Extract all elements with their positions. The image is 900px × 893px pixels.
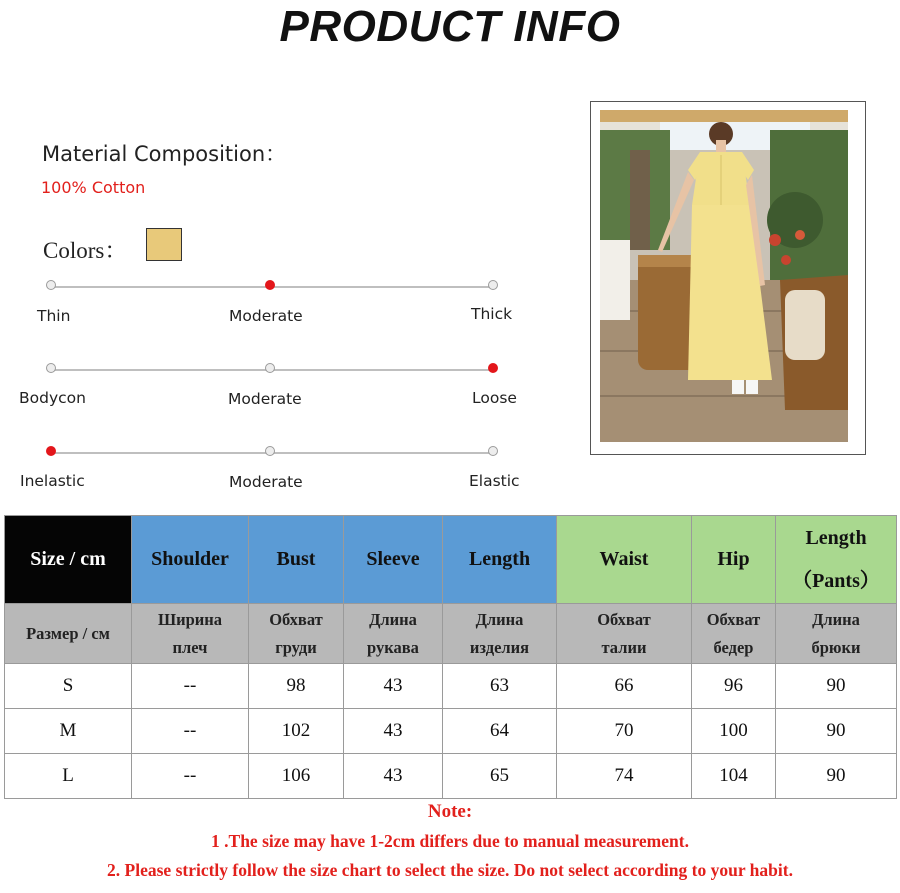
cell-bust: 98: [249, 664, 344, 709]
scale-dot-bodycon[interactable]: [46, 363, 56, 373]
ru-header-waist: [557, 604, 692, 664]
cell-pants-length: 90: [776, 664, 897, 709]
scale-label-inelastic: Inelastic: [20, 472, 85, 490]
colors-label: Colors：: [43, 238, 128, 263]
page-title: PRODUCT INFO: [279, 2, 621, 51]
table-row-l: [5, 754, 897, 799]
scale-label-bodycon: Bodycon: [19, 389, 86, 407]
header-waist: Waist: [557, 516, 692, 604]
cell-length: 65: [443, 754, 557, 799]
table-row-s: [5, 664, 897, 709]
scale-label-moderate: Moderate: [229, 473, 303, 491]
header-shoulder: Shoulder: [132, 516, 249, 604]
ru-header-pants-length: [776, 604, 897, 664]
cell-bust: 106: [249, 754, 344, 799]
ru-header-sleeve: [344, 604, 443, 664]
cell-size: L: [5, 754, 132, 799]
product-photo[interactable]: [600, 110, 848, 442]
product-photo-illustration: [600, 110, 848, 442]
cell-bust: 102: [249, 709, 344, 754]
ru-header-line2: рукава: [367, 637, 419, 657]
size-chart-table: [4, 515, 897, 799]
cell-length: 64: [443, 709, 557, 754]
color-swatch[interactable]: [146, 228, 182, 261]
cell-sleeve: 43: [344, 754, 443, 799]
ru-header-bust: [249, 604, 344, 664]
scale-dot-thick[interactable]: [488, 280, 498, 290]
cell-hip: 104: [692, 754, 776, 799]
note-line-2: 2. Please strictly follow the size chart to select the size. Do not select according to your habit.: [107, 860, 793, 880]
fit-scale: [0, 369, 540, 429]
cell-waist: 66: [557, 664, 692, 709]
header-hip: Hip: [692, 516, 776, 604]
cell-pants-length: 90: [776, 709, 897, 754]
ru-header-line1: Длина: [369, 609, 417, 629]
ru-header-line2: изделия: [469, 637, 530, 657]
scale-dot-loose[interactable]: [488, 363, 498, 373]
header-sleeve: Sleeve: [344, 516, 443, 604]
cell-hip: 100: [692, 709, 776, 754]
cell-hip: 96: [692, 664, 776, 709]
cell-shoulder: --: [132, 709, 249, 754]
ru-header-shoulder: [132, 604, 249, 664]
header-length: Length: [443, 516, 557, 604]
ru-header-line2: груди: [275, 637, 317, 657]
scale-label-moderate: Moderate: [228, 390, 302, 408]
ru-header-line1: Обхват: [269, 609, 323, 629]
note-title: Note:: [427, 801, 473, 822]
ru-header-size: [5, 604, 132, 664]
scale-dot-thin[interactable]: [46, 280, 56, 290]
scale-dot-moderate[interactable]: [265, 363, 275, 373]
ru-header-size-text: Размер / см: [26, 623, 110, 643]
cell-shoulder: --: [132, 664, 249, 709]
ru-header-length: [443, 604, 557, 664]
scale-dot-moderate[interactable]: [265, 446, 275, 456]
ru-header-line1: Ширина: [157, 609, 223, 629]
note-line-1: 1 .The size may have 1-2cm differs due to manual measurement.: [211, 831, 689, 851]
table-row-m: [5, 709, 897, 754]
cell-size: M: [5, 709, 132, 754]
header-size-cm: Size / cm: [5, 516, 132, 604]
thickness-scale: [0, 286, 540, 346]
cell-length: 63: [443, 664, 557, 709]
cell-shoulder: --: [132, 754, 249, 799]
scale-label-elastic: Elastic: [469, 472, 520, 490]
scale-label-thick: Thick: [471, 305, 513, 323]
ru-header-line1: Длина: [812, 609, 860, 629]
scale-label-loose: Loose: [472, 389, 517, 407]
ru-header-line1: Обхват: [706, 609, 761, 629]
cell-sleeve: 43: [344, 664, 443, 709]
ru-header-line2: брюки: [811, 637, 861, 657]
cell-waist: 74: [557, 754, 692, 799]
scale-label-thin: Thin: [37, 307, 71, 325]
material-composition-value: 100% Cotton: [41, 178, 146, 197]
ru-header-line1: Длина: [475, 609, 524, 629]
ru-header-line2: бедер: [713, 637, 754, 657]
cell-sleeve: 43: [344, 709, 443, 754]
cell-pants-length: 90: [776, 754, 897, 799]
ru-header-line2: талии: [601, 637, 647, 657]
elasticity-scale: [0, 452, 540, 512]
scale-dot-inelastic[interactable]: [46, 446, 56, 456]
cell-waist: 70: [557, 709, 692, 754]
scale-dot-moderate[interactable]: [265, 280, 275, 290]
cell-size: S: [5, 664, 132, 709]
scale-label-moderate: Moderate: [229, 307, 303, 325]
header-bust: Bust: [249, 516, 344, 604]
header-length-pants: [776, 516, 897, 604]
ru-header-line1: Обхват: [597, 609, 651, 629]
material-composition-label: Material Composition：: [42, 142, 287, 166]
header-length-pants-line1: Length: [805, 526, 867, 549]
table-header-row: [5, 516, 897, 604]
table-russian-header-row: [5, 604, 897, 664]
scale-dot-elastic[interactable]: [488, 446, 498, 456]
header-length-pants-line2: （Pants）: [792, 569, 880, 592]
ru-header-line2: плеч: [172, 637, 208, 657]
ru-header-hip: [692, 604, 776, 664]
